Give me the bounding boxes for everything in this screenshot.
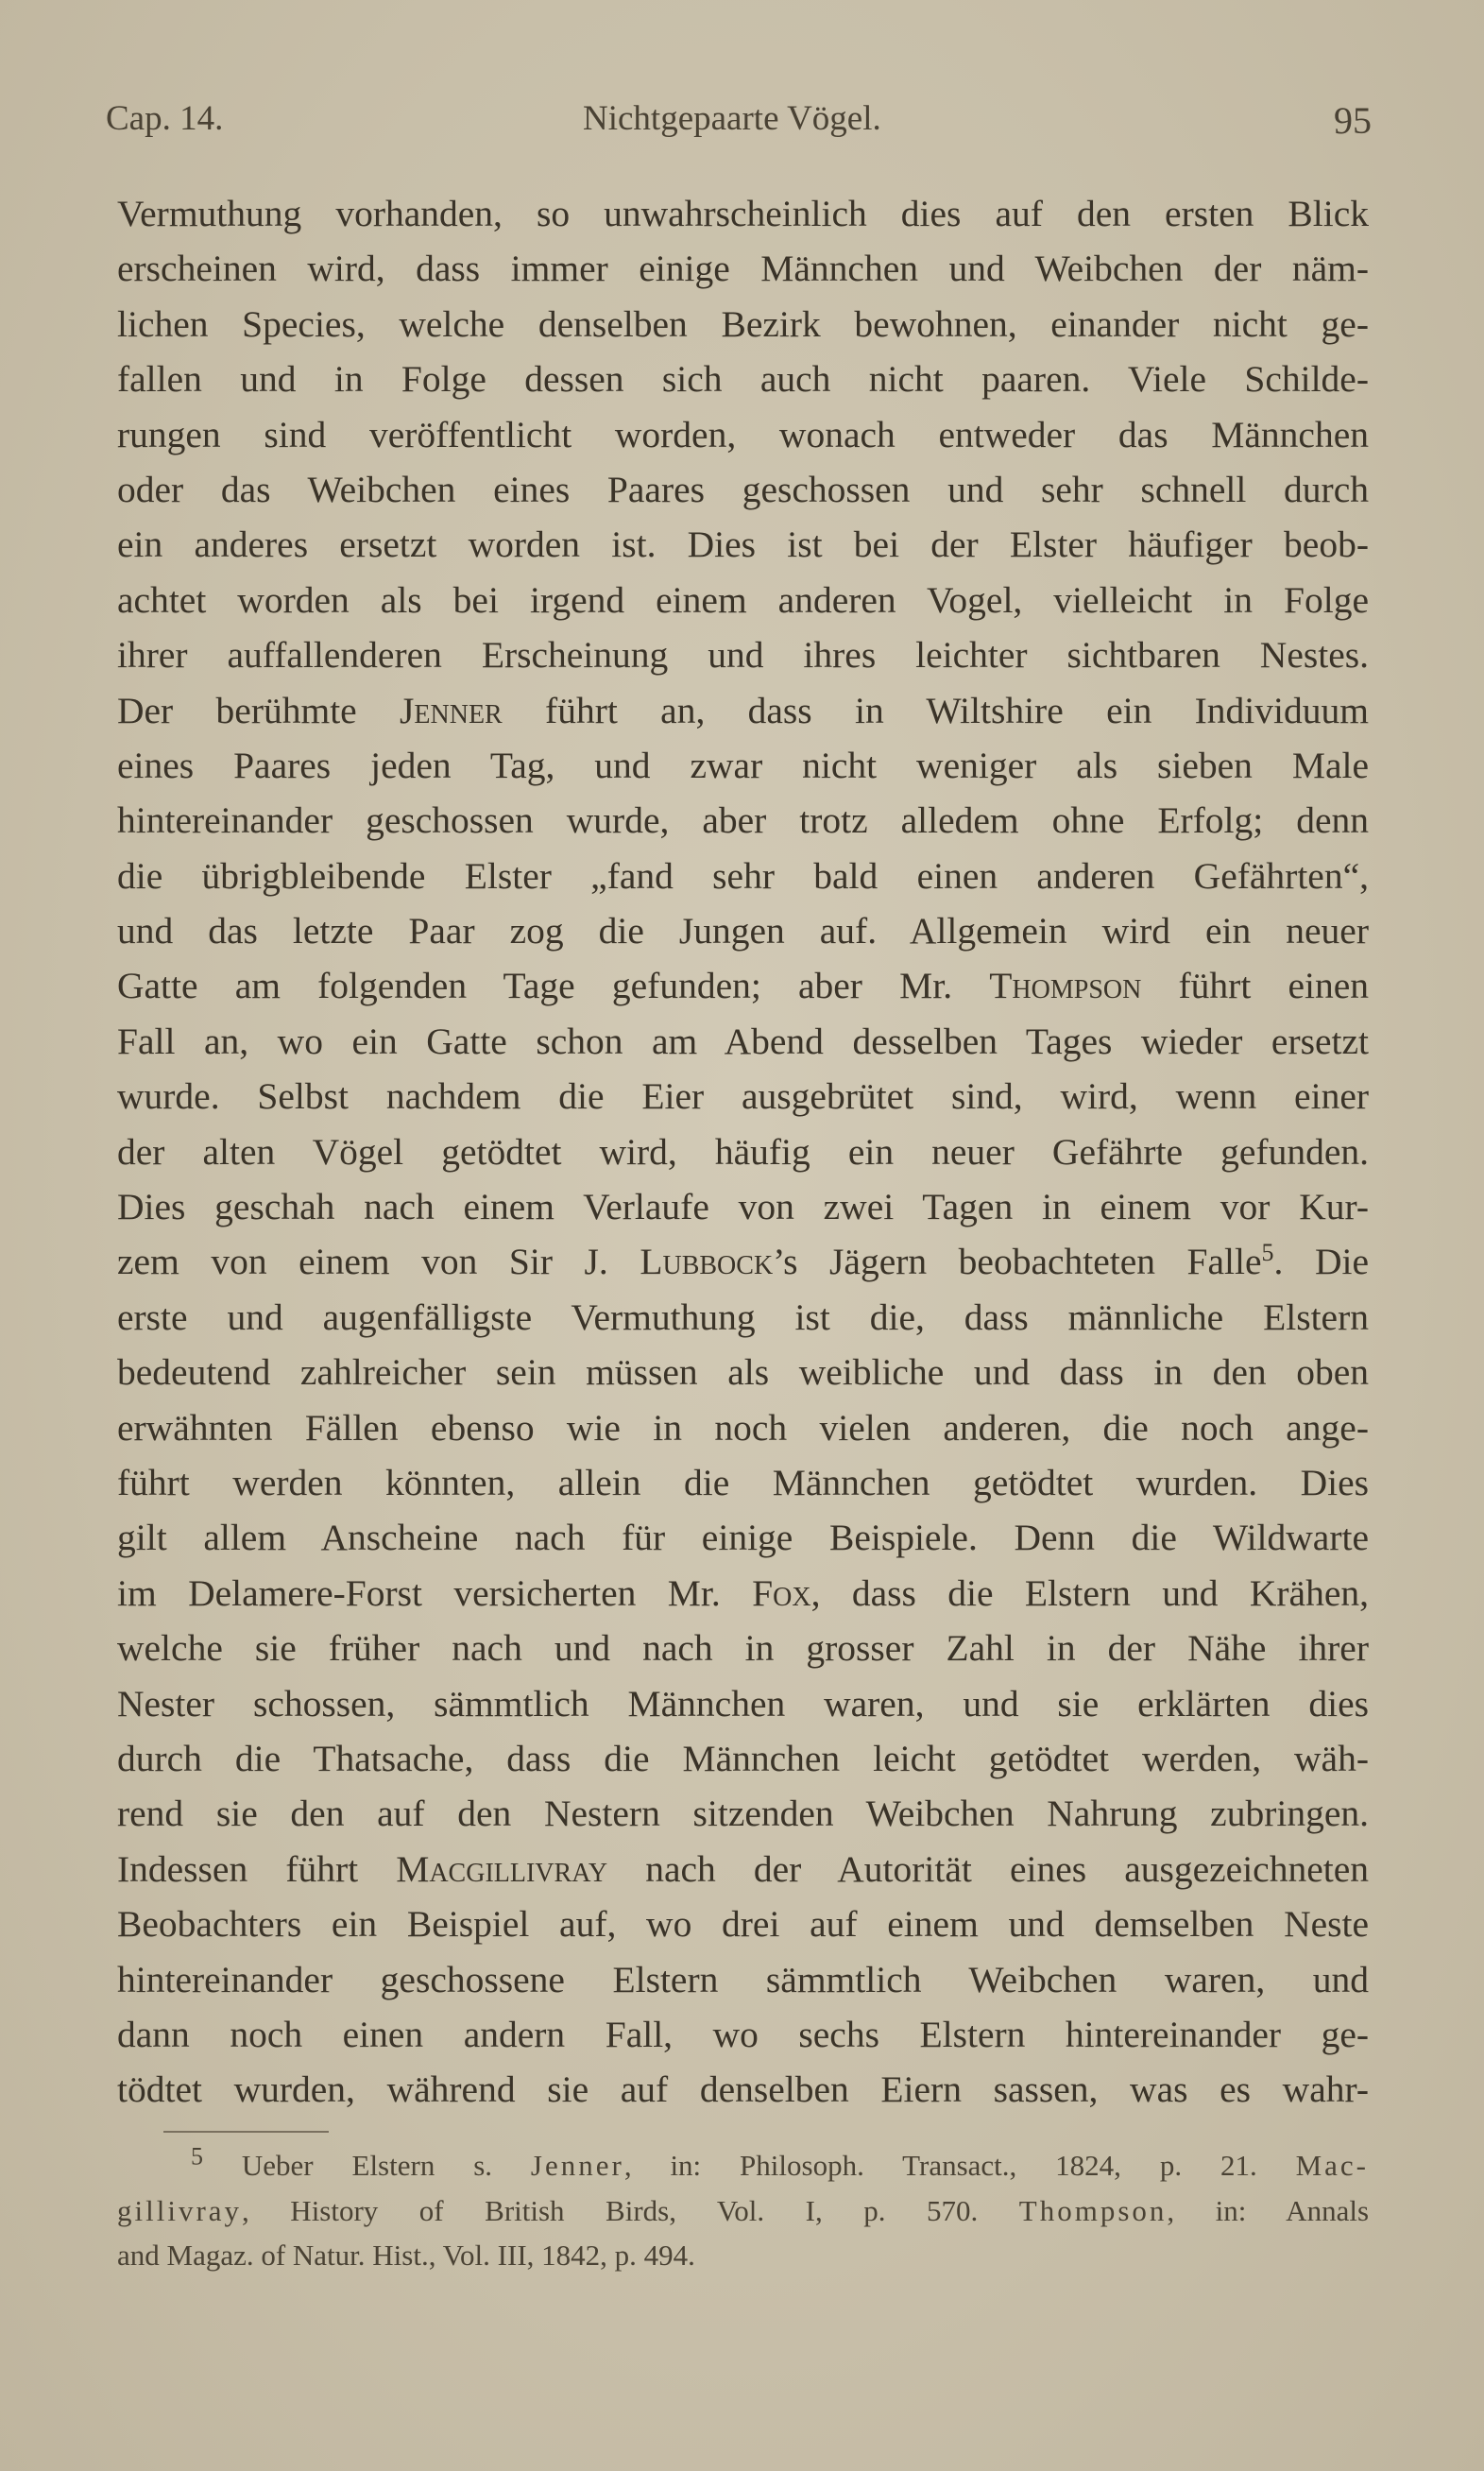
footnote-ref: 5 [1261, 1239, 1274, 1267]
footnote-author: Thompson [1018, 2193, 1168, 2227]
text-segment: . Die [1273, 1241, 1369, 1283]
author-name: Macgillivray [396, 1847, 608, 1890]
text-line-content: lichen Species, welche denselben Bezirk bewohnen, einander nicht ge- [117, 302, 1369, 345]
footnote-text: and Magaz. of Natur. Hist., Vol. III, 1842, p. 494. [117, 2239, 695, 2272]
author-name: Thompson [989, 965, 1142, 1007]
text-line-content: rend sie den auf den Nestern sitzenden Weibchen Nahrung zubringen. [117, 1793, 1369, 1835]
text-line-content: der alten Vögel getödtet wird, häufig ein neuer Gefährte gefunden. [117, 1130, 1369, 1173]
text-segment: ’s Jägern beobachteten Falle [773, 1241, 1262, 1283]
author-name: Fox [752, 1571, 811, 1614]
text-line [117, 903, 1369, 958]
text-segment: Der berühmte [117, 689, 401, 731]
footnote-divider [163, 2131, 329, 2133]
text-line [117, 1731, 1369, 1786]
text-segment: , dass die Elstern und Krähen, [810, 1571, 1369, 1614]
text-line-content: eines Paares jeden Tag, und zwar nicht weniger als sieben Male [117, 744, 1369, 786]
text-line-content: wurde. Selbst nachdem die Eier ausgebrütet sind, wird, wenn einer [117, 1075, 1369, 1118]
text-line [117, 1842, 1369, 1896]
text-segment: führt einen [1141, 965, 1369, 1007]
text-line-content: hintereinander geschossen wurde, aber trotz alledem ohne Erfolg; denn [117, 799, 1369, 842]
text-line [117, 2062, 1369, 2117]
text-line [117, 1566, 1369, 1621]
text-line-content: gilt allem Anscheine nach für einige Beispiele. Denn die Wildwarte [117, 1517, 1369, 1559]
text-line-content: dann noch einen andern Fall, wo sechs Elstern hintereinander ge- [117, 2013, 1369, 2055]
chapter-label: Cap. 14. [106, 99, 224, 138]
text-line [117, 683, 1369, 738]
text-line [117, 793, 1369, 848]
text-line-content: achtet worden als bei irgend einem anderen Vogel, vielleicht in Folge [117, 578, 1369, 621]
author-name: Lubbock [640, 1241, 774, 1283]
text-line [117, 1510, 1369, 1565]
footnote-line [117, 2188, 1369, 2234]
text-line [117, 1069, 1369, 1124]
text-line-content: ihrer auffallenderen Erscheinung und ihres leichter sichtbaren Nestes. [117, 634, 1369, 677]
running-title: Nichtgepaarte Vögel. [583, 99, 881, 138]
text-line [117, 517, 1369, 572]
text-segment: führt an, dass in Wiltshire ein Individuum [502, 689, 1369, 731]
text-line [117, 1786, 1369, 1841]
text-segment: nach der Autorität eines ausgezeichneten [607, 1847, 1369, 1890]
text-line-content: welche sie früher nach und nach in grosser Zahl in der Nähe ihrer [117, 1627, 1369, 1670]
text-line-content: ein anderes ersetzt worden ist. Dies ist bei der Elster häufiger beob- [117, 523, 1369, 566]
text-line-content: und das letzte Paar zog die Jungen auf. Allgemein wird ein neuer [117, 910, 1369, 952]
author-name: Jenner [400, 689, 503, 731]
footnote-author: Mac- [1295, 2149, 1369, 2182]
text-line [117, 1952, 1369, 2007]
text-line-content: bedeutend zahlreicher sein müssen als weibliche und dass in den oben [117, 1351, 1369, 1394]
text-segment: Indessen führt [117, 1847, 397, 1890]
footnote-text: , History of British Birds, Vol. I, p. 570. [242, 2193, 1019, 2227]
text-line-content: oder das Weibchen eines Paares geschossen und sehr schnell durch [117, 468, 1369, 510]
text-line [117, 1124, 1369, 1179]
text-line-content: tödtet wurden, während sie auf denselben Eiern sassen, was es wahr- [117, 2068, 1369, 2111]
text-line [117, 1621, 1369, 1675]
text-line-content: rungen sind veröffentlicht worden, wonach entweder das Männchen [117, 413, 1369, 455]
running-header [106, 98, 1372, 155]
text-line [117, 1014, 1369, 1069]
text-line [117, 407, 1369, 462]
text-line-content: hintereinander geschossene Elstern sämmtlich Weibchen waren, und [117, 1958, 1369, 2000]
text-line [117, 849, 1369, 903]
footnote-author: Jenner [530, 2149, 624, 2182]
text-line-content: Dies geschah nach einem Verlaufe von zwei Tagen in einem vor Kur- [117, 1186, 1369, 1228]
footnote-text: , in: Philosoph. Transact., 1824, p. 21. [623, 2149, 1296, 2182]
text-line-content: erwähnten Fällen ebenso wie in noch vielen anderen, die noch ange- [117, 1406, 1369, 1449]
text-segment: im Delamere-Forst versicherten Mr. [117, 1571, 753, 1614]
text-line [117, 1676, 1369, 1731]
text-line-content: Beobachters ein Beispiel auf, wo drei auf einem und demselben Neste [117, 1903, 1369, 1946]
text-line-content: erste und augenfälligste Vermuthung ist die, dass männliche Elstern [117, 1296, 1369, 1338]
text-line [117, 352, 1369, 406]
text-line-content: die übrigbleibende Elster „fand sehr bald einen anderen Gefährten“, [117, 854, 1369, 897]
text-line-content: Fall an, wo ein Gatte schon am Abend desselben Tages wieder ersetzt [117, 1020, 1369, 1062]
text-line [117, 1179, 1369, 1234]
text-line [117, 1455, 1369, 1510]
text-line-content: durch die Thatsache, dass die Männchen leicht getödtet werden, wäh- [117, 1737, 1369, 1779]
text-line [117, 1400, 1369, 1455]
text-line [117, 1290, 1369, 1345]
text-line [117, 1345, 1369, 1399]
text-line-content: Vermuthung vorhanden, so unwahrscheinlich dies auf den ersten Blick [117, 193, 1369, 234]
footnotes [117, 2143, 1369, 2278]
text-line [117, 573, 1369, 627]
footnote-author: gillivray [117, 2193, 243, 2227]
text-line [117, 958, 1369, 1013]
text-line [117, 462, 1369, 517]
text-line [117, 738, 1369, 793]
text-line [117, 627, 1369, 682]
text-line [117, 1234, 1369, 1289]
text-line-content: fallen und in Folge dessen sich auch nicht paaren. Viele Schilde- [117, 358, 1369, 401]
text-line [117, 1896, 1369, 1951]
text-segment: Gatte am folgenden Tage gefunden; aber Mr. [117, 965, 990, 1007]
text-line-content: führt werden könnten, allein die Männchen getödtet wurden. Dies [117, 1461, 1369, 1503]
footnote-line [117, 2233, 1369, 2278]
text-line [117, 186, 1369, 241]
text-line-content: erscheinen wird, dass immer einige Männchen und Weibchen der näm- [117, 248, 1369, 290]
text-line-content: Nester schossen, sämmtlich Männchen waren, und sie erklärten dies [117, 1682, 1369, 1725]
footnote-text: Ueber Elstern s. [241, 2149, 531, 2182]
text-line [117, 297, 1369, 352]
text-segment: zem von einem von Sir J. [117, 1241, 640, 1283]
footnote-text: , in: Annals [1167, 2193, 1369, 2227]
page-number: 95 [1334, 99, 1372, 142]
text-line [117, 241, 1369, 296]
body-text [117, 186, 1369, 2118]
text-line [117, 2007, 1369, 2062]
footnote-marker: 5 [191, 2143, 203, 2171]
footnote-line [117, 2143, 1369, 2188]
